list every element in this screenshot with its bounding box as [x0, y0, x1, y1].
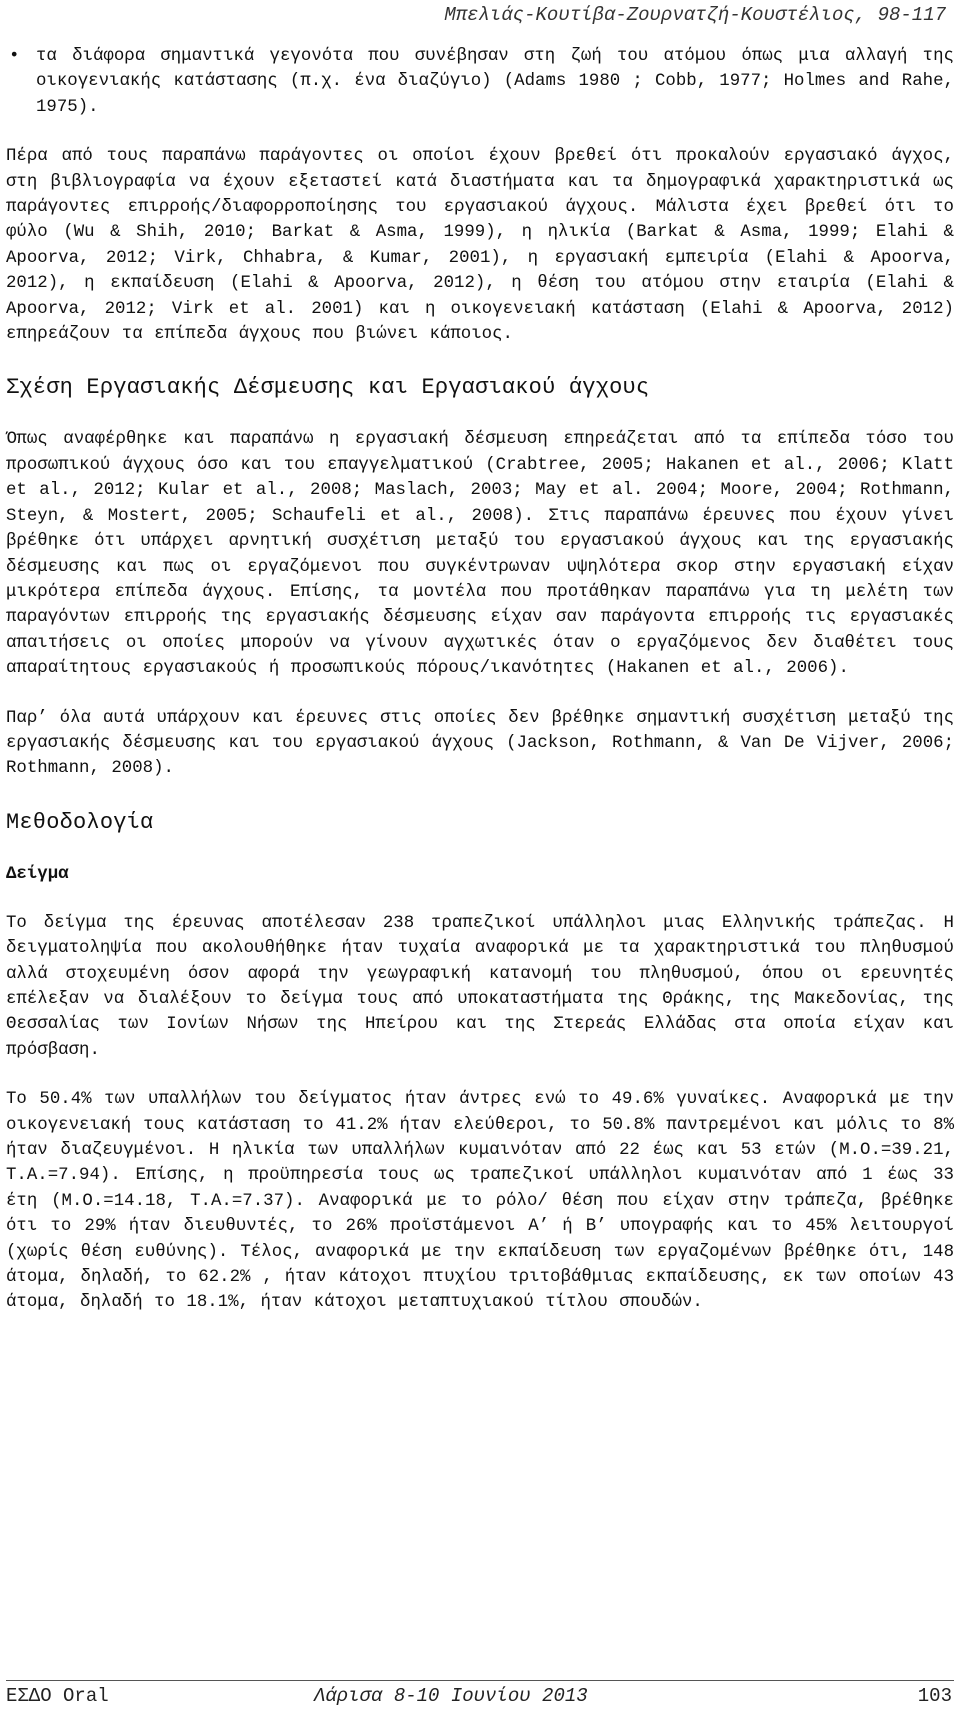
document-page [6, 0, 954, 1714]
paragraph-demographic-factors: Πέρα από τους παραπάνω παράγοντες οι οποίοι έχουν βρεθεί ότι προκαλούν εργασιακό άγχος, στη βιβλιογραφία να έχουν εξεταστεί κατά διαστήματα και τα δημογραφικά χαρακτηριστικά ως παράγοντες επιρροής/διαφορροποίησης του εργασιακού άγχους. Μάλιστα έχει βρεθεί ότι το φύλο (Wu & Shih, 2010; Barkat & Asma, 1999), η ηλικία (Barkat & Asma, 1999; Elahi & Apoorva, 2012; Virk, Chhabra, & Kumar, 2001), η εργασιακή εμπειρία (Elahi & Apoorva, 2012), η εκπαίδευση (Elahi & Apoorva, 2012), η θέση του ατόμου στην εταιρία (Elahi & Apoorva, 2012; Virk et al. 2001) και η οικογενειακή κατάσταση (Elahi & Apoorva, 2012) επηρεάζουν τα επίπεδα άγχους που βιώνει κάποιος. [6, 147, 954, 345]
footer-location-date: Λάρισα 8-10 Ιουνίου 2013 [314, 1685, 588, 1707]
bullet-text: τα διάφορα σημαντικά γεγονότα που συνέβησαν στη ζωή του ατόμου όπως μια αλλαγή της οικογενιακής κατάστασης (π.χ. ένα διαζύγιο) (Adams 1980 ; Cobb, 1977; Holmes and Rahe, 1975). [36, 47, 954, 117]
footer-conference: ΕΣΔΟ Oral [6, 1685, 109, 1707]
bullet-list-item [6, 44, 954, 120]
paragraph-sample-description: Το δείγμα της έρευνας αποτέλεσαν 238 τραπεζικοί υπάλληλοι μιας Ελληνικής τράπεζας. Η δειγματοληψία που ακολουθήθηκε ήταν τυχαία αναφορικά με τα χαρακτηριστικά του πληθυσμού αλλά στοχευμένη όσον αφορά την γεωγραφική κατανομή του πληθυσμού, όπου οι ερευνητές επέλεξαν να διαλέξουν το δείγμα τους από υποκαταστήματα της Θράκης, της Μακεδονίας, της Θεσσαλίας των Ιονίων Νήσων της Ηπείρου και της Στερεάς Ελλάδας στα οποία είχαν και πρόσβαση. [6, 913, 954, 1060]
section-heading-methodology: Μεθοδολογία [6, 809, 154, 835]
running-head: Μπελιάς-Κουτίβα-Ζουρνατζή-Κουστέλιος, 98-117 [444, 4, 946, 26]
paragraph-contrary-findings: Παρ’ όλα αυτά υπάρχουν και έρευνες στις οποίες δεν βρέθηκε σημαντική συσχέτιση μεταξύ της εργασιακής δέσμευσης και του εργασιακού άγχους (Jackson, Rothmann, & Van De Vijver, 2006; Rothmann, 2008). [6, 708, 954, 779]
paragraph-engagement-stress: Όπως αναφέρθηκε και παραπάνω η εργασιακή δέσμευση επηρεάζεται από τα επίπεδα τόσο του προσωπικού άγχους όσο και του επαγγελματικού (Crabtree, 2005; Hakanen et al., 2006; Klatt et al., 2012; Kular et al., 2008; Maslach, 2003; May et al. 2004; Moore, 2004; Rothmann, Steyn, & Mostert, 2005; Schaufeli et al., 2008). Στις παραπάνω έρευνες που έχουν γίνει βρέθηκε ότι υπάρχει αρνητική συσχέτιση μεταξύ του εργασιακού άγχους και της εργασιακής δέσμευσης και πως οι εργαζόμενοι που συγκέντρωναν υψηλότερα σκορ στην εργασιακή είχαν μικρότερα επίπεδα άγχους. Επίσης, τα μοντέλα που προτάθηκαν παραπάνω για τη μελέτη των παραγόντων επιρροής της εργασιακής δέσμευσης είχαν σαν παράγοντα επιρροής τις εργασιακές απαιτήσεις οι οποίες μπορούν να γίνουν αγχωτικές όταν ο εργαζόμενος δεν διαθέτει τους απαραίτητους εργασιακούς ή προσωπικούς πόρους/ικανότητες (Hakanen et al., 2006). [6, 430, 954, 679]
page-footer [6, 1680, 954, 1707]
page-number: 103 [917, 1685, 952, 1707]
section-heading-engagement-stress: Σχέση Εργασιακής Δέσμευσης και Εργασιακού άγχους [6, 375, 650, 401]
body-text [6, 44, 954, 1316]
paragraph-sample-statistics: Το 50.4% των υπαλλήλων του δείγματος ήταν άντρες ενώ το 49.6% γυναίκες. Αναφορικά με την οικογενειακή τους κατάσταση το 41.2% ήταν ελεύθεροι, το 50.8% παντρεμένοι και μόλις το 8% ήταν διαζευγμένοι. Η ηλικία των υπαλλήλων κυμαινόταν από 22 έως και 53 ετών (Μ.Ο.=39.21, Τ.Α.=7.94). Επίσης, η προϋπηρεσία τους ως τραπεζικοί υπάλληλοι κυμαινόταν από 1 έως 33 έτη (Μ.Ο.=14.18, Τ.Α.=7.37). Αναφορικά με το ρόλο/ θέση που είχαν στην τράπεζα, βρέθηκε ότι το 29% ήταν διευθυντές, το 26% προϊστάμενοι Α’ ή Β’ υπογραφής και το 45% λειτουργοί (χωρίς θέση ευθύνης). Τέλος, αναφορικά με την εκπαίδευση των εργαζομένων βρέθηκε ότι, 148 άτομα, δηλαδή, το 62.2% , ήταν κάτοχοι πτυχίου τριτοβάθμιας εκπαίδευσης, εκ των οποίων 43 άτομα, δηλαδή το 18.1%, ήταν κάτοχοι μεταπτυχιακού τίτλου σπουδών. [6, 1090, 954, 1313]
subsection-heading-sample: Δείγμα [6, 864, 69, 884]
bullet-marker: • [9, 47, 20, 66]
